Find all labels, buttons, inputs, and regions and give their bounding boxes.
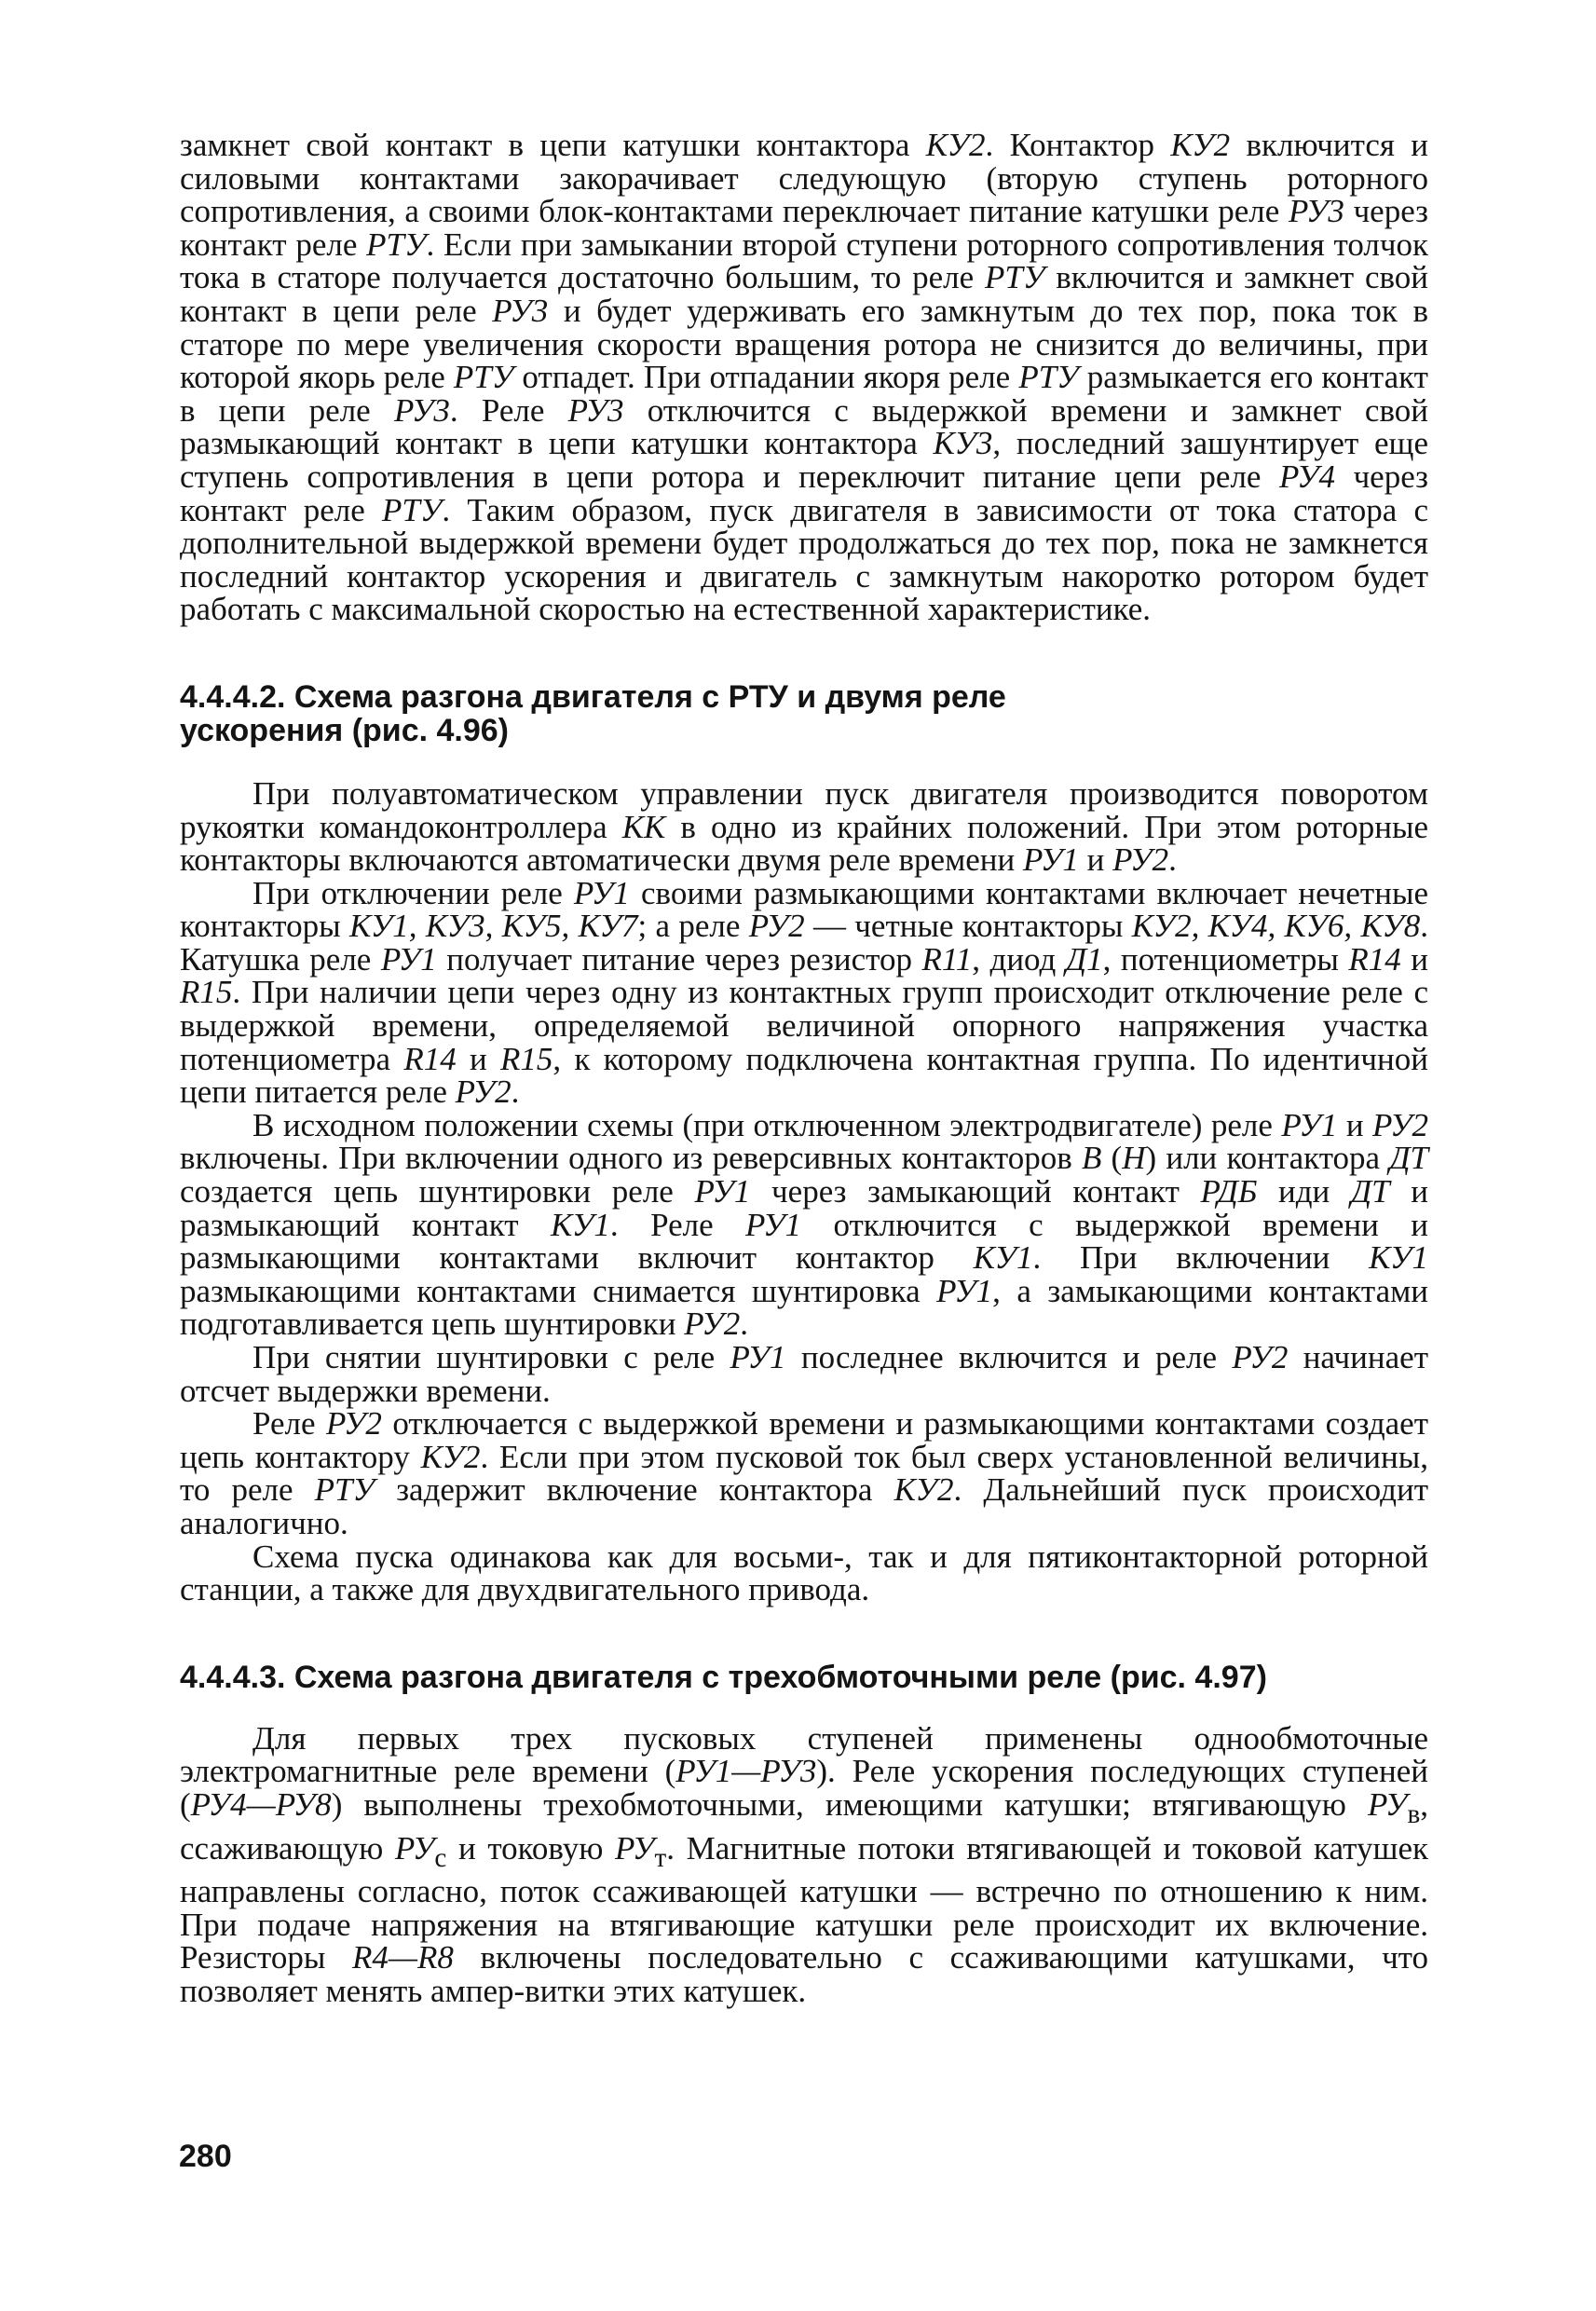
text-run: ( [1101,1140,1123,1177]
text-run: При снятии шунтировки с реле [252,1339,730,1375]
section-heading-4-4-4-2: 4.4.4.2. Схема разгона двигателя с РТУ и двумя реле ускорения (рис. 4.96) [180,678,1006,748]
italic-term: РТУ [453,359,514,396]
italic-term: R15 [180,974,233,1011]
text-run: . Катушка реле [180,908,1429,978]
text-run: , последний зашунтирует еще ступень сопротивления в цепи ротора и переключит питание цепи реле [180,425,1429,495]
text-run: Реле [252,1405,326,1443]
text-run: . Реле [449,391,568,429]
text-run: отключится с выдержкой времени и размыкающими контактами включит контактор [180,1206,1428,1277]
text-run: ; а реле [637,908,749,945]
text-run: и будет удерживать его замкнутым до тех пор, пока ток в статоре по мере увеличения скорости вращения ротора не снизится до величины, при которой якорь реле [180,292,1428,396]
text-run: . При включении [1032,1239,1370,1277]
italic-term: РУ2 [1112,841,1169,879]
italic-term: R11 [921,940,973,978]
text-run: , ссаживающую [180,1785,1428,1867]
page-number: 280 [179,2139,232,2174]
text-run: включится и замкнет свой контакт в цепи реле [180,259,1428,329]
italic-term: В [1081,1140,1102,1177]
italic-term: РУ [1368,1785,1408,1823]
text-run: замкнет свой контакт в цепи катушки контактора [180,127,926,163]
text-run: Схема пуска одинакова как для восьми-, так и для пятиконтакторной роторной станции, а также для двухдвигательного привода. [180,1538,1428,1608]
paragraph [180,874,1429,1111]
section-heading-4-4-4-3: 4.4.4.3. Схема разгона двигателя с трехобмоточными реле (рис. 4.97) [180,1659,1267,1695]
italic-term: РТУ [366,226,427,263]
italic-term: РУ3 [567,391,624,429]
italic-term: РУ1 [380,940,437,978]
italic-term: КУ2 [925,127,986,163]
text-run: через контакт реле [180,458,1428,528]
text-run: . Таким образом, пуск двигателя в зависимости от тока статора с дополнительной выдержкой времени будет продолжаться до тех пор, пока не замкнется последний контактор ускорения и двигатель с замкнутым накоротко ротором будет работать с максимальной скоростью на естественной характеристике. [180,491,1428,628]
text-run: — четные контакторы [804,908,1132,945]
text-run: включены. При включении одного из реверсивных контакторов [180,1140,1082,1177]
italic-term: РУ4 [1279,458,1335,495]
italic-term: РУ1—РУ3 [675,1753,817,1790]
text-run: через контакт реле [180,193,1428,263]
italic-term: КУ1, КУ3, КУ5, КУ7 [348,908,638,945]
italic-term: РТУ [984,259,1045,296]
text-run: Для первых трех пусковых ступеней применены однообмоточные электромагнитные реле времени ( [180,1719,1428,1790]
text-run: , потенциометры [1102,940,1349,978]
text-run: . Дальнейший пуск происходит аналогично. [180,1471,1428,1541]
text-run: и [1337,1106,1373,1143]
paragraph [180,1407,1428,1539]
italic-term: РУ2 [325,1405,382,1443]
text-run: отключится с выдержкой времени и замкнет свой размыкающий контакт в цепи катушки контактора [180,391,1428,462]
italic-term: РУ2 [1372,1106,1428,1143]
text-run: размыкающими контактами снимается шунтировка [180,1272,937,1309]
text-run: . Если при замыкании второй ступени роторного сопротивления толчок тока в статоре получается достаточно большим, то реле [180,226,1428,296]
text-run: и токовую [446,1829,615,1867]
text-run: , к которому подключена контактная группа. По идентичной цепи питается реле [180,1040,1428,1111]
italic-term: РУ1 [730,1339,786,1375]
italic-term: РУ1 [1281,1106,1338,1143]
text-run: , а замыкающими контактами подготавливается цепь шунтировки [180,1272,1429,1343]
text-run: задержит включение контактора [375,1471,894,1509]
italic-term: РУ1 [936,1272,993,1309]
italic-term: R14 [1348,940,1401,978]
italic-term: Н [1122,1140,1146,1177]
text-run: . При наличии цепи через одну из контактных групп происходит отключение реле с выдержкой времени, определяемой величиной опорного напряжения участка потенциометра [180,974,1428,1077]
text-run: своими размыкающими контактами включает нечетные контакторы [180,874,1428,945]
text-run: и размыкающий контакт [180,1173,1429,1243]
text-run: ) или контактора [1145,1140,1390,1177]
paragraph-continuation [180,129,1428,626]
text-run: . Магнитные потоки втягивающей и токовой катушек направлены согласно, поток ссаживающей катушки — встречно по отношению к ним. При подаче напряжения на втягивающие катушки реле происходит их включение. Резисторы [180,1829,1428,1976]
italic-term: РУ1 [573,874,630,911]
paragraph [180,1719,1429,2009]
text-run: в одно из крайних положений. При этом роторные контакторы включаются автоматически двумя реле времени [180,808,1428,879]
text-run: включится и силовыми контактами закорачивает следующую (вторую ступень роторного сопротивления, а своими блок-контактами переключает питание катушки реле [180,127,1428,230]
text-run: При отключении реле [252,874,574,911]
italic-term: ДТ [1350,1173,1390,1210]
italic-term: РУ2 [455,1073,512,1111]
italic-term: РТУ [382,491,443,528]
italic-term: R14 [403,1040,457,1077]
italic-term: КУ2, КУ4, КУ6, КУ8 [1131,908,1421,945]
italic-term: КУ1 [1369,1239,1428,1277]
text-run: включены последовательно с ссаживающими катушками, что позволяет менять ампер-витки этих катушек. [180,1939,1429,2009]
subscript: т [654,1842,667,1873]
page-body [180,129,1428,2008]
italic-term: РУ1 [745,1206,801,1243]
subscript: с [434,1842,447,1873]
text-run: начинает отсчет выдержки времени. [180,1339,1428,1409]
text-run: создается цепь шунтировки реле [180,1173,695,1210]
italic-term: РУ1 [1022,841,1079,879]
paragraph [180,1341,1428,1407]
italic-term: РУ3 [492,292,549,329]
text-run: , диод [972,940,1066,978]
paragraph [180,774,1428,879]
text-run: В исходном положении схемы (при отключенном электродвигателе) реле [252,1106,1282,1143]
text-run: . [740,1306,748,1343]
text-run: и [456,1040,500,1077]
paragraph [180,1106,1429,1343]
italic-term: Д1 [1065,940,1103,978]
paragraph [180,1540,1428,1607]
italic-term: РУ3 [1288,193,1344,230]
text-run: через замыкающий контакт [750,1173,1201,1210]
subscript: в [1407,1798,1421,1829]
italic-term: КУ1 [973,1239,1033,1277]
text-run: ) выполнены трехобмоточными, имеющими катушки; втягивающую [331,1785,1369,1823]
text-run: иди [1257,1173,1351,1210]
italic-term: РУ4—РУ8 [190,1785,332,1823]
text-run: получает питание через резистор [436,940,922,978]
text-run: отпадет. При отпадании якоря реле [513,359,1019,396]
text-run: . Реле [609,1206,746,1243]
italic-term: РУ [394,1829,435,1867]
text-run: отключается с выдержкой времени и размыкающими контактами создает цепь контактору [180,1405,1428,1475]
text-run: последнее включится и реле [785,1339,1233,1375]
text-run: При полуавтоматическом управлении пуск двигателя производится поворотом рукоятки командоконтроллера [180,774,1428,845]
text-run: . Контактор [985,127,1171,163]
text-run: . [1168,841,1177,879]
text-run: и [1078,841,1113,879]
italic-term: РУ2 [1232,1339,1289,1375]
italic-term: КУ2 [893,1471,954,1509]
italic-term: КУ2 [420,1438,481,1475]
italic-term: РУ [615,1829,655,1867]
italic-term: КУ1 [551,1206,610,1243]
italic-term: R4—R8 [352,1939,454,1976]
text-run: размыкается его контакт в цепи реле [180,359,1428,429]
italic-term: R15 [499,1040,553,1077]
italic-term: РДБ [1200,1173,1258,1210]
italic-term: КУ2 [1170,127,1231,163]
text-run: . [511,1073,520,1111]
text-run: ). Реле ускорения последующих ступеней ( [180,1753,1428,1823]
italic-term: КК [621,808,666,845]
text-run: . Если при этом пусковой ток был сверх установленной величины, то реле [180,1438,1428,1509]
italic-term: РТУ [314,1471,375,1509]
italic-term: ДТ [1389,1140,1428,1177]
italic-term: РУ3 [393,391,450,429]
italic-term: РТУ [1018,359,1079,396]
italic-term: РУ1 [694,1173,751,1210]
text-run: и [1400,940,1429,978]
italic-term: КУ3 [933,425,993,462]
italic-term: РУ2 [748,908,805,945]
italic-term: РУ2 [684,1306,741,1343]
